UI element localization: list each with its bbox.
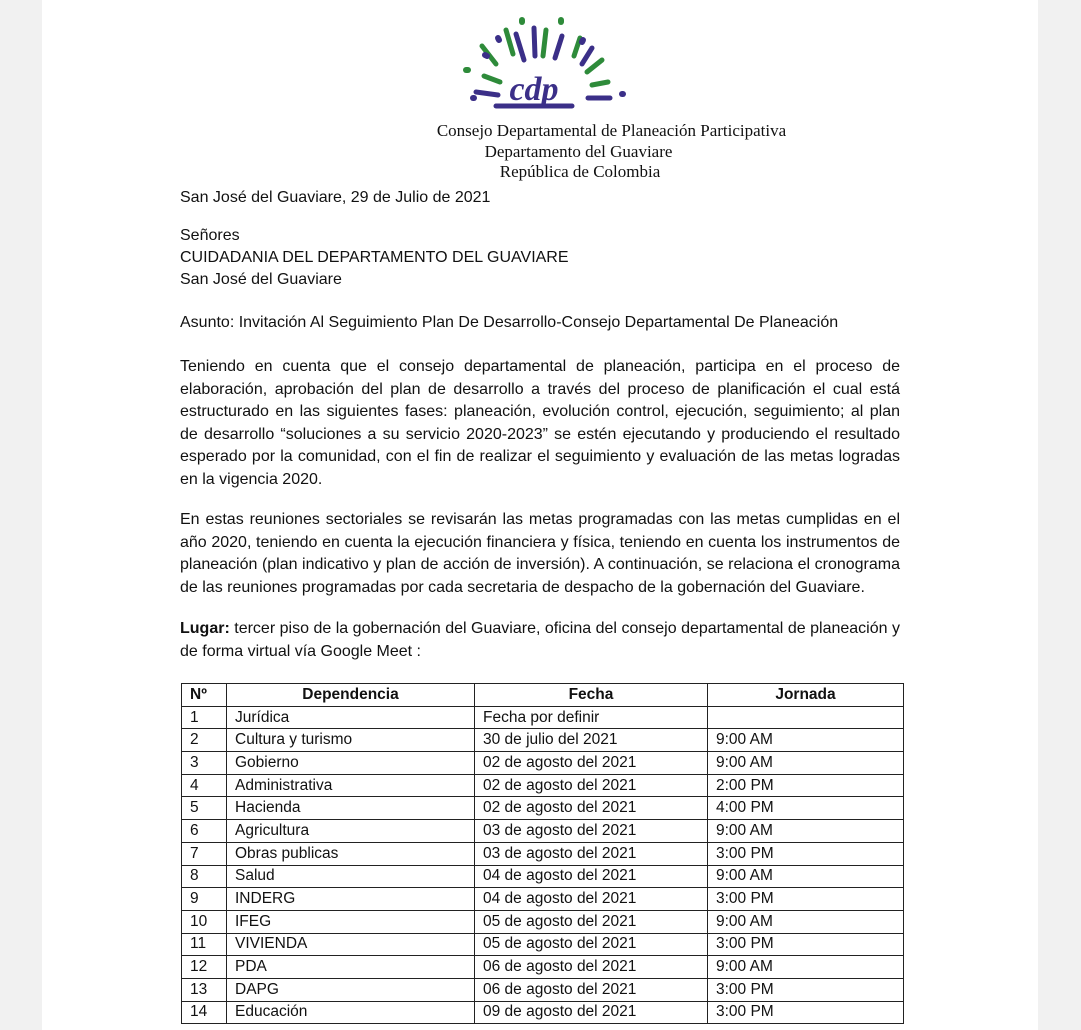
row-number: 9 — [182, 888, 227, 911]
row-number: 6 — [182, 820, 227, 843]
document-page — [42, 0, 1038, 1030]
row-number: 11 — [182, 933, 227, 956]
row-jornada: 3:00 PM — [708, 978, 904, 1001]
row-dependencia: Agricultura — [227, 820, 475, 843]
row-fecha: 06 de agosto del 2021 — [475, 956, 708, 979]
row-fecha: 02 de agosto del 2021 — [475, 797, 708, 820]
organization-header — [42, 121, 1038, 182]
table-row — [182, 978, 904, 1001]
table-row — [182, 752, 904, 775]
row-jornada: 9:00 AM — [708, 729, 904, 752]
row-number: 10 — [182, 910, 227, 933]
row-jornada: 2:00 PM — [708, 774, 904, 797]
place-text: tercer piso de la gobernación del Guaviare, oficina del consejo departamental de planeación y de forma virtual vía Google Meet : — [180, 620, 900, 660]
row-number: 7 — [182, 842, 227, 865]
row-jornada: 9:00 AM — [708, 820, 904, 843]
paragraph-intro-text: Teniendo en cuenta que el consejo departamental de planeación, participa en el proceso de elaboración, aprobación del plan de desarrollo a través del proceso de planificación el cual está estructurado en las siguientes fases: planeación, evolución control, ejecución, seguimiento; al plan de desarrollo “soluciones a su servicio 2020-2023” se estén ejecutando y produciendo el resultado esperado por la comunidad, con el fin de realizar el seguimiento y evaluación de las metas logradas en la vigencia 2020. — [180, 358, 900, 488]
row-dependencia: Hacienda — [227, 797, 475, 820]
table-row — [182, 706, 904, 729]
row-number: 4 — [182, 774, 227, 797]
table-row — [182, 729, 904, 752]
row-fecha: Fecha por definir — [475, 706, 708, 729]
row-fecha: 05 de agosto del 2021 — [475, 933, 708, 956]
row-fecha: 04 de agosto del 2021 — [475, 865, 708, 888]
row-jornada: 9:00 AM — [708, 752, 904, 775]
row-number: 1 — [182, 706, 227, 729]
row-number: 2 — [182, 729, 227, 752]
row-jornada: 3:00 PM — [708, 888, 904, 911]
row-fecha: 03 de agosto del 2021 — [475, 842, 708, 865]
header-dependencia: Dependencia — [227, 684, 475, 707]
table-row — [182, 910, 904, 933]
table-row — [182, 774, 904, 797]
row-jornada: 4:00 PM — [708, 797, 904, 820]
header-fecha: Fecha — [475, 684, 708, 707]
row-dependencia: Educación — [227, 1001, 475, 1024]
row-fecha: 02 de agosto del 2021 — [475, 752, 708, 775]
table-row — [182, 888, 904, 911]
table-row — [182, 933, 904, 956]
row-number: 14 — [182, 1001, 227, 1024]
schedule-body — [182, 706, 904, 1024]
logo-text: cdp — [509, 71, 559, 108]
row-fecha: 30 de julio del 2021 — [475, 729, 708, 752]
paragraph-meetings — [180, 509, 900, 599]
row-fecha: 05 de agosto del 2021 — [475, 910, 708, 933]
row-fecha: 06 de agosto del 2021 — [475, 978, 708, 1001]
row-dependencia: Administrativa — [227, 774, 475, 797]
row-number: 12 — [182, 956, 227, 979]
row-dependencia: DAPG — [227, 978, 475, 1001]
table-row — [182, 820, 904, 843]
row-dependencia: Cultura y turismo — [227, 729, 475, 752]
schedule-table — [181, 683, 904, 1024]
recipient-city: San José del Guaviare — [180, 271, 342, 288]
row-dependencia: Salud — [227, 865, 475, 888]
row-dependencia: Gobierno — [227, 752, 475, 775]
row-dependencia: VIVIENDA — [227, 933, 475, 956]
place-paragraph — [180, 618, 900, 663]
table-row — [182, 865, 904, 888]
row-dependencia: Jurídica — [227, 706, 475, 729]
recipient: CUIDADANIA DEL DEPARTAMENTO DEL GUAVIARE — [180, 249, 569, 266]
cdp-logo — [424, 12, 634, 116]
row-jornada: 9:00 AM — [708, 910, 904, 933]
paragraph-intro — [180, 356, 900, 491]
row-jornada: 3:00 PM — [708, 933, 904, 956]
row-fecha: 04 de agosto del 2021 — [475, 888, 708, 911]
date-line: San José del Guaviare, 29 de Julio de 2021 — [180, 189, 491, 206]
row-fecha: 09 de agosto del 2021 — [475, 1001, 708, 1024]
row-number: 13 — [182, 978, 227, 1001]
row-jornada — [708, 706, 904, 729]
place-label: Lugar: — [180, 620, 230, 637]
row-dependencia: Obras publicas — [227, 842, 475, 865]
salutation: Señores — [180, 227, 240, 244]
header-jornada: Jornada — [708, 684, 904, 707]
row-number: 5 — [182, 797, 227, 820]
table-row — [182, 956, 904, 979]
row-jornada: 9:00 AM — [708, 956, 904, 979]
org-name: Consejo Departamental de Planeación Participativa — [436, 121, 787, 140]
paragraph-meetings-text: En estas reuniones sectoriales se revisarán las metas programadas con las metas cumplidas en el año 2020, teniendo en cuenta la ejecución financiera y física, teniendo en cuenta los instrumentos de planeación (plan indicativo y plan de acción de inversión). A continuación, se relaciona el cronograma de las reuniones programadas por cada secretaria de despacho de la gobernación del Guaviare. — [180, 511, 900, 596]
row-jornada: 9:00 AM — [708, 865, 904, 888]
subject-line: Asunto: Invitación Al Seguimiento Plan De Desarrollo-Consejo Departamental De Planeación — [180, 314, 839, 331]
row-jornada: 3:00 PM — [708, 842, 904, 865]
row-number: 3 — [182, 752, 227, 775]
row-fecha: 03 de agosto del 2021 — [475, 820, 708, 843]
row-fecha: 02 de agosto del 2021 — [475, 774, 708, 797]
row-dependencia: PDA — [227, 956, 475, 979]
org-country: República de Colombia — [499, 162, 661, 181]
table-row — [182, 1001, 904, 1024]
row-dependencia: IFEG — [227, 910, 475, 933]
row-dependencia: INDERG — [227, 888, 475, 911]
table-row — [182, 842, 904, 865]
table-header-row — [182, 684, 904, 707]
header-number: Nº — [182, 684, 227, 707]
row-number: 8 — [182, 865, 227, 888]
org-department: Departamento del Guaviare — [484, 141, 673, 161]
row-jornada: 3:00 PM — [708, 1001, 904, 1024]
table-row — [182, 797, 904, 820]
